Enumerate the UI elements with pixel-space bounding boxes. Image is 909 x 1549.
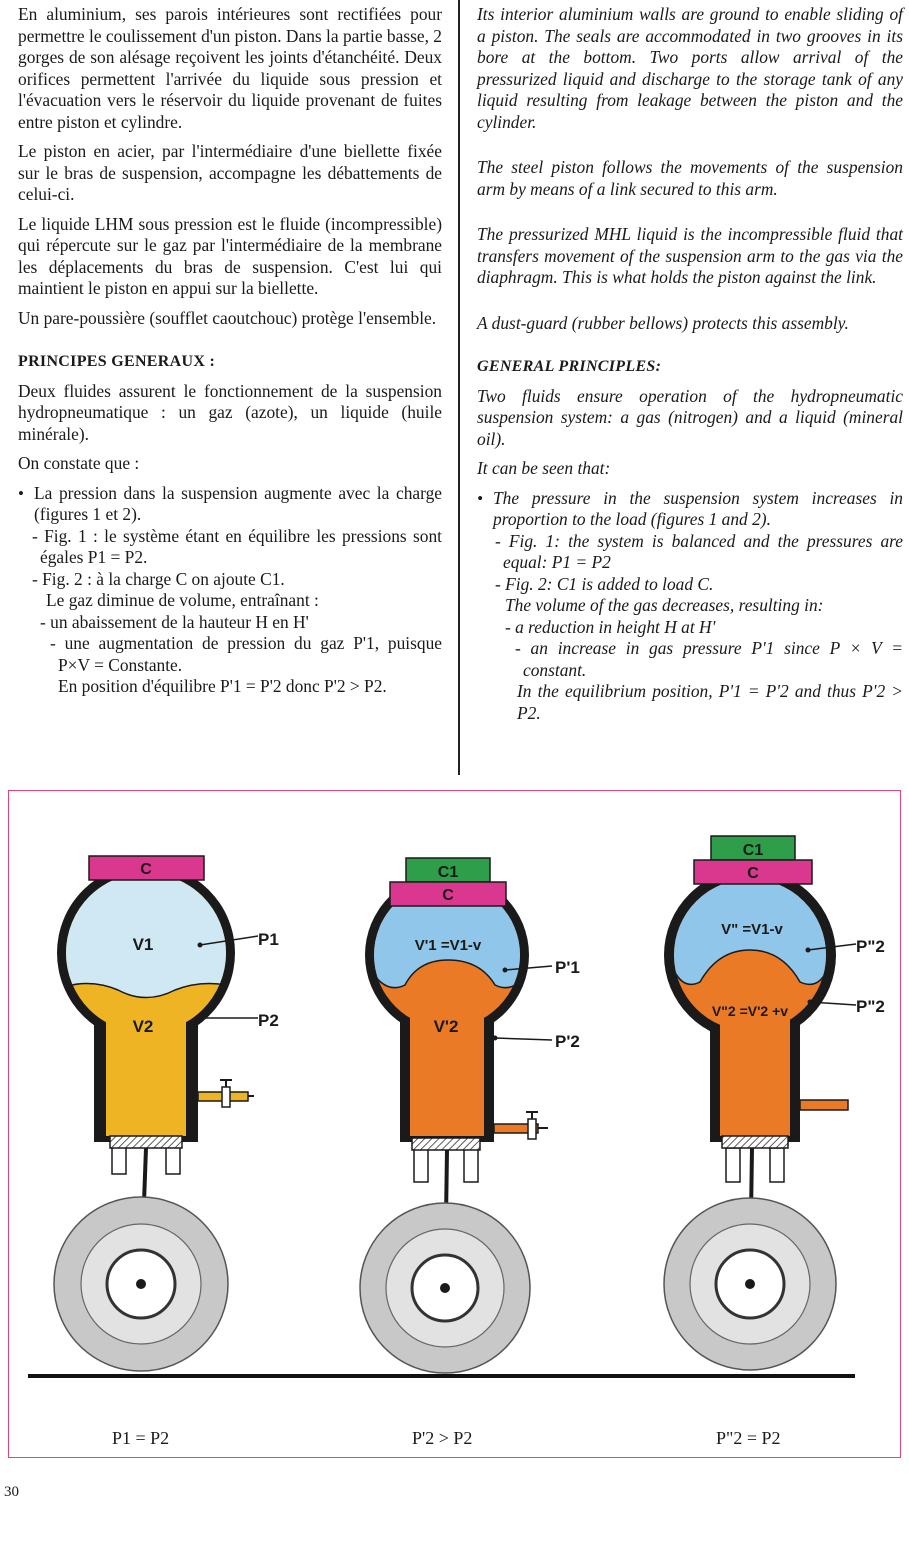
en-gas-text: The volume of the gas decreases, resulting in:: [505, 595, 824, 615]
fr-paragraph-2: Le piston en acier, par l'intermédiaire d'une biellette fixée sur le bras de suspension, accompagne les débattements de celui-ci.: [18, 141, 442, 204]
fig3-caption: P"2 = P2: [716, 1428, 781, 1448]
en-paragraph-3: The pressurized MHL liquid is the incompressible fluid that transfers movement of the suspension arm to the gas via the diaphragm. This is what holds the piston against the link.: [477, 224, 903, 287]
fig1-gas-pressure-label: P1: [258, 930, 279, 949]
en-consequence-2: - an increase in gas pressure P'1 since P × V = constant.: [515, 638, 903, 680]
fig2-load-c-label: C: [442, 887, 454, 904]
en-paragraph-6: It can be seen that:: [477, 458, 611, 478]
en-heading: GENERAL PRINCIPLES:: [477, 358, 662, 375]
fig1-gas-volume-label: V1: [132, 935, 154, 954]
fig1-caption: P1 = P2: [112, 1428, 170, 1448]
figure-1: [54, 856, 279, 1371]
fr-equilibrium-text: En position d'équilibre P'1 = P'2 donc P'2 > P2.: [58, 676, 387, 696]
fr-paragraph-3: Le liquide LHM sous pression est le fluide (incompressible) qui répercute sur le gaz par l'intermédiaire de la membrane les déplacements du bras de suspension. C'est lui qui maintient le piston en appui sur la biellette.: [18, 213, 442, 298]
en-consequence-1: - a reduction in height H at H': [505, 616, 716, 637]
fr-paragraph-4: Un pare-poussière (soufflet caoutchouc) protège l'ensemble.: [18, 307, 437, 328]
fr-gas-text: Le gaz diminue de volume, entraînant :: [46, 590, 319, 610]
fig3-liquid-pressure-label: P"2: [856, 997, 885, 1016]
fig3-load-c-label: C: [747, 865, 759, 882]
fig3-piston: [722, 1136, 788, 1148]
fr-consequence-1: - un abaissement de la hauteur H en H': [40, 611, 309, 632]
fr-paragraph-5: Deux fluides assurent le fonctionnement de la suspension hydropneumatique : un gaz (azote), un liquide (huile minérale).: [18, 380, 442, 444]
en-paragraph-2: The steel piston follows the movements of the suspension arm by means of a link secured to this arm.: [477, 157, 903, 199]
page-number: 30: [4, 1484, 19, 1500]
fr-bullet: • La pression dans la suspension augmente avec la charge (figures 1 et 2).: [18, 483, 442, 526]
fig1-load-c-label: C: [140, 861, 152, 878]
fig2-piston: [412, 1138, 480, 1150]
fr-paragraph-1: En aluminium, ses parois intérieures sont rectifiées pour permettre le coulissement d'un piston. Dans la partie basse, 2 gorges de son alésage reçoivent les joints d'étanchéité. Deux orifices permettent l'arrivée du liquide sous pression et l'évacuation vers le réservoir du liquide provenant de fuites entre piston et cylindre.: [18, 4, 442, 132]
fr-fig2-text: - Fig. 2 : à la charge C on ajoute C1.: [32, 568, 285, 589]
en-paragraph-1: Its interior aluminium walls are ground to enable sliding of a piston. The seals are accommodated in two grooves in its bore at the bottom. Two ports allow arrival of the pressurized liquid and discharge to the storage tank of any liquid resulting from leakage between the piston and the cylinder.: [477, 4, 903, 132]
fig3-gas-volume-label: V" =V1-v: [721, 921, 783, 938]
fr-heading: PRINCIPES GENERAUX :: [18, 353, 216, 370]
figure-2: [360, 858, 580, 1373]
fig1-piston: [110, 1136, 182, 1148]
fig2-gas-pressure-label: P'1: [555, 958, 580, 977]
fig3-liquid-volume-label: V"2 =V'2 +v: [711, 1003, 789, 1019]
fr-consequence-2: - une augmentation de pression du gaz P'1, puisque P×V = Constante.: [50, 633, 442, 675]
en-bullet: • The pressure in the suspension system increases in proportion to the load (figures 1 and 2).: [477, 488, 903, 531]
fig1-liquid-pressure-label: P2: [258, 1011, 279, 1030]
en-paragraph-4: A dust-guard (rubber bellows) protects this assembly.: [477, 312, 849, 333]
en-fig1-text: - Fig. 1: the system is balanced and the pressures are equal: P1 = P2: [495, 530, 903, 572]
en-paragraph-5: Two fluids ensure operation of the hydropneumatic suspension system: a gas (nitrogen) and a liquid (mineral oil).: [477, 385, 903, 449]
fig2-gas-volume-label: V'1 =V1-v: [414, 937, 482, 954]
fig2-liquid-volume-label: V'2: [433, 1017, 459, 1036]
en-equilibrium-text: In the equilibrium position, P'1 = P'2 and thus P'2 > P2.: [517, 681, 903, 723]
fig2-liquid-pressure-label: P'2: [555, 1032, 580, 1051]
fig1-liquid-volume-label: V2: [132, 1017, 154, 1036]
fig2-caption: P'2 > P2: [412, 1428, 473, 1448]
fig1-valve: [222, 1087, 230, 1107]
fig2-valve: [528, 1119, 536, 1139]
fig3-gas-pressure-label: P"2: [856, 937, 885, 956]
fig3-load-c1-label: C1: [742, 842, 764, 859]
fig3-port: [800, 1100, 848, 1110]
fr-paragraph-6: On constate que :: [18, 453, 140, 473]
fig2-load-c1-label: C1: [437, 864, 459, 881]
figure-3: [664, 836, 885, 1370]
fr-fig1-text: - Fig. 1 : le système étant en équilibre les pressions sont égales P1 = P2.: [32, 525, 442, 567]
en-fig2-text: - Fig. 2: C1 is added to load C.: [495, 573, 714, 594]
